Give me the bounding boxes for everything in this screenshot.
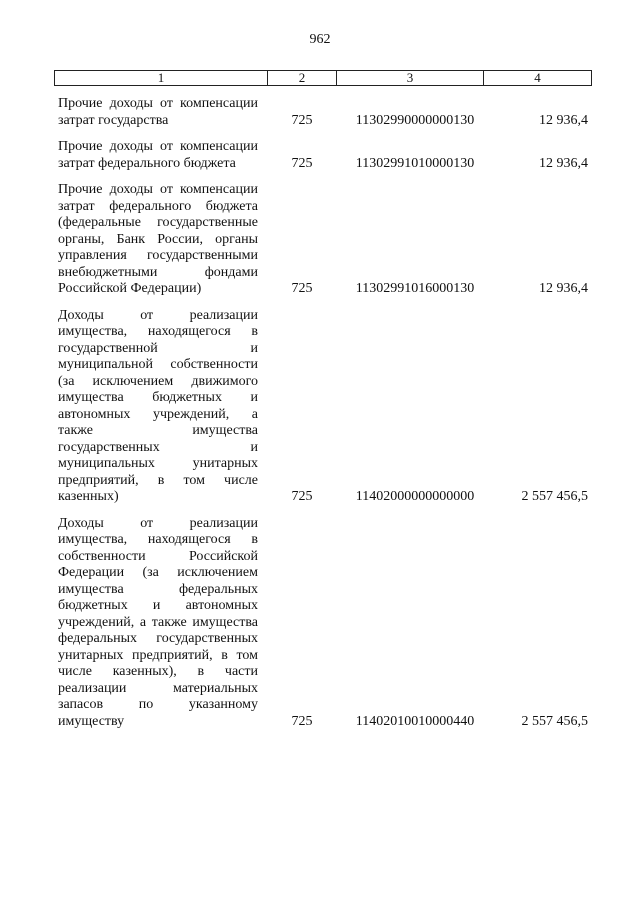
row-amount: 12 936,4 <box>539 112 588 128</box>
row-description: Прочие доходы от компенсации затрат государства <box>58 96 258 128</box>
table-row <box>58 516 592 731</box>
row-description: Прочие доходы от компенсации затрат федерального бюджета (федеральные государственные органы, Банк России, органы управления государственными внебюджетными фондами Российской Федерации) <box>58 182 258 296</box>
header-col-3: 3 <box>336 71 483 85</box>
row-code: 725 <box>291 155 313 171</box>
row-amount: 2 557 456,5 <box>521 489 588 504</box>
header-col-4: 4 <box>483 71 591 85</box>
table-row <box>58 96 592 129</box>
row-amount: 12 936,4 <box>539 155 588 171</box>
header-col-2: 2 <box>267 71 336 85</box>
row-code: 725 <box>291 281 313 296</box>
row-kbk: 11302991016000130 <box>355 281 475 296</box>
row-kbk: 11302991010000130 <box>355 155 475 171</box>
table-row <box>58 308 592 506</box>
page-number: 962 <box>309 32 331 47</box>
row-code: 725 <box>291 713 313 729</box>
table-body <box>58 96 592 740</box>
row-kbk: 11302990000000130 <box>355 112 475 128</box>
row-code: 725 <box>291 489 313 504</box>
header-col-1: 1 <box>157 70 165 85</box>
table-header-row <box>54 70 592 86</box>
row-amount: 12 936,4 <box>539 281 588 296</box>
row-description: Прочие доходы от компенсации затрат федерального бюджета <box>58 139 258 171</box>
table-row <box>58 182 592 298</box>
row-description: Доходы от реализации имущества, находящегося в собственности Российской Федерации (за исключением имущества федеральных бюджетных и автономных учреждений, а также имущества федеральных государственных унитарных предприятий, в том числе казенных), в части реализации материальных запасов по указанному имуществу <box>58 515 258 729</box>
row-amount: 2 557 456,5 <box>521 713 588 729</box>
row-kbk: 11402000000000000 <box>355 489 475 504</box>
row-kbk: 11402010010000440 <box>355 713 475 729</box>
table-row <box>58 139 592 172</box>
row-description: Доходы от реализации имущества, находящегося в государственной и муниципальной собственности (за исключением движимого имущества бюджетных и автономных учреждений, а также имущества государственных и муниципальных унитарных предприятий, в том числе казенных) <box>58 307 258 504</box>
row-code: 725 <box>291 112 313 128</box>
